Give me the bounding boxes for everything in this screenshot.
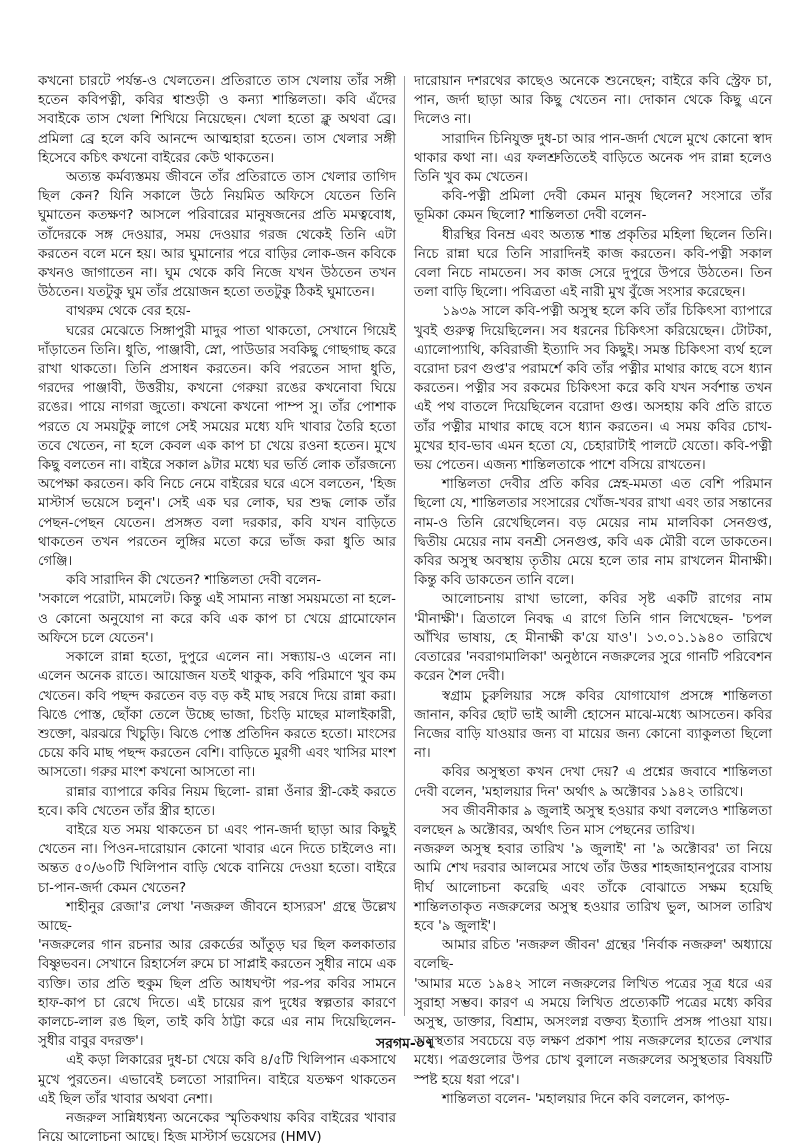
paragraph: বাথরুম থেকে বের হয়ে- xyxy=(66,304,191,320)
paragraph: সকালে রান্না হতো, দুপুরে এলেন না। সন্ধ্যায়-ও এলেন না। এলেন অনেক রাতে। আয়োজন যতই থাকুক, কবি পরিমাণে খুব কম খেতেন। কবি পছন্দ করতেন বড় বড় কই মাছ সরষে দিয়ে রান্না করা। ঝিঙে পোস্ত, ছোঁকা তেলে উচ্ছে ভাজা, চিংড়ি মাছের মালাইকারী, শুক্তো, ঝরঝরে খিচুড়ি। ঝিঙে পোস্ত প্রতিদিন করতে হতো। মাংসের চেয়ে কবি মাছ পছন্দ করতেন বেশি। বাড়িতে মুরগী এবং খাসির মাংশ আসতো। গরুর মাংশ কখনো আসতো না। xyxy=(38,650,396,781)
paragraph: শান্তিলতা বলেন- 'মহালয়ার দিনে কবি বললেন, কাপড়- xyxy=(442,1091,730,1107)
quote-paragraph: 'আমার মতে ১৯৪২ সালে নজরুলের লিখিত পত্রের সূত্র ধরে এর সুরাহা সম্ভব। কারণ এ সময়ে লিখিত প্রত্যেকটি পত্রের মধ্যে কবির অসুস্থ, ডাক্তার, বিশ্রাম, অসংলগ্ন বক্তব্য ইত্যাদি প্রসঙ্গ পাওয়া যায়। অসুস্থতার সবচেয়ে বড় লক্ষণ প্রকাশ পায় নজরুলের হাতের লেখার মধ্যে। পত্রগুলোর উপর চোখ বুলালে নজরুলের অসুস্থতার বিষয়টি স্পষ্ট হয়ে ধরা পরে'। xyxy=(414,976,772,1088)
paragraph: শাহীনুর রেজা'র লেখা 'নজরুল জীবনে হাস্যরস' গ্রন্থে উল্লেখ আছে- xyxy=(38,899,396,934)
paragraph: কবির অসুস্থতা কখন দেখা দেয়? এ প্রশ্নের জবাবে শান্তিলতা দেবী বলেন, 'মহালয়ার দিন' অর্থাৎ ৯ অক্টোবর ১৯৪২ তারিখে। xyxy=(414,765,772,800)
paragraph: স্বগ্রাম চুরুলিয়ার সঙ্গে কবির যোগাযোগ প্রসঙ্গে শান্তিলতা জানান, কবির ছোট ভাই আলী হোসেন মাঝে-মধ্যে আসতেন। কবির নিজের বাড়ি যাওয়ার জন্য বা মায়ের জন্য কোনো ব্যাকুলতা ছিলো না। xyxy=(414,688,772,762)
quote-paragraph: 'সকালে পরোটা, মামলেট। কিন্তু এই সামান্য নাস্তা সময়মতো না হলে-ও কোনো অনুযোগ না করে কবি এক কাপ চা খেয়ে গ্রামোফোন অফিসে চলে যেতেন'। xyxy=(38,592,396,646)
paragraph: অত্যন্ত কর্মব্যস্তময় জীবনে তাঁর প্রতিরাতে তাস খেলার তাগিদ ছিল কেন? যিনি সকালে উঠে নিয়মিত অফিসে যেতেন তিনি ঘুমাতেন কতক্ষণ? আসলে পরিবারের মানুষজনের প্রতি মমত্ববোধ, তাঁদেরকে সঙ্গ দেওয়ার, সময় দেওয়ার গরজ থেকেই তিনি এটা করতেন বলে মনে হয়। আর ঘুমানোর পরে বাড়ির লোক-জন কবিকে কখনও জাগাতেন না। ঘুম থেকে কবি নিজে যখন উঠতেন তখন উঠতেন। যতটুকু ঘুম তাঁর প্রয়োজন হতো ততটুকু ঠিকই ঘুমাতেন। xyxy=(38,170,396,301)
paragraph: কবি-পত্নী প্রমিলা দেবী কেমন মানুষ ছিলেন? সংসারে তাঁর ভূমিকা কেমন ছিলো? শান্তিলতা দেবী বলেন- xyxy=(414,189,772,224)
page-number-footer: সরগম-০৭ xyxy=(376,1036,434,1052)
paragraph: সারাদিন চিনিযুক্ত দুধ-চা আর পান-জর্দা খেলে মুখে কোনো স্বাদ থাকার কথা না। এর ফলশ্রুতিতেই বাড়িতে অনেক পদ রান্না হলেও তিনি খুব কম খেতেন। xyxy=(414,131,772,186)
column-divider xyxy=(404,76,405,1016)
paragraph: শান্তিলতা দেবীর প্রতি কবির স্নেহ-মমতা এত বেশি পরিমান ছিলো যে, শান্তিলতার সংসারের খোঁজ-খবর রাখা এবং তার সন্তানের নাম-ও তিনি রেখেছিলেন। বড় মেয়ের নাম মালবিকা সেনগুপ্ত, দ্বিতীয় মেয়ের নাম বনশ্রী সেনগুপ্ত, কবি এক মৌরী বলে ডাকতেন। কবির অসুস্থ অবস্থায় তৃতীয় মেয়ে হলে তার নাম রাখলেন মীনাক্ষী। কিন্তু কবি ডাকতেন তানি বলে। xyxy=(414,477,772,589)
left-column xyxy=(38,72,396,1146)
paragraph: ঘরের মেঝেতে সিঙ্গাপুরী মাদুর পাতা থাকতো, সেখানে গিয়েই দাঁড়াতেন তিনি। ধুতি, পাঞ্জাবী, স্নো, পাউডার সবকিছু গোছগাছ করে রাখা থাকতো। তিনি প্রসাধন করতেন। কবি পরতেন সাদা ধুতি, গরদের পাঞ্জাবী, উত্তরীয়, কখনো গেরুয়া রঙের কখনোবা ঘিয়ে রঙের। পায়ে নাগরা জুতো। কখনো কখনো পাম্প সু। তাঁর পোশাক পরতে যে সময়টুকু লাগে সেই সময়ের মধ্যে যদি খাবার তৈরি হতো তবে খেতেন, না হলে কেবল এক কাপ চা খেয়ে রওনা হতেন। মুখে কিছু বলতেন না। বাইরে সকাল ৯টার মধ্যে ঘর ভর্তি লোক তাঁরজন্যে অপেক্ষা করতেন। কবি নিচে নেমে বাইরের ঘরে এসে বলতেন, 'হিজ মাস্টার্স ভয়েসে চলুন'। সেই এক ঘর লোক, ঘর শুদ্ধ লোক তাঁর পেছন-পেছন যেতেন। প্রসঙ্গত বলা দরকার, কবি যখন বাড়িতে থাকতেন তখন পরতেন লুঙ্গির মতো করে ভাঁজ করা ধুতি আর গেঞ্জি। xyxy=(38,323,396,570)
paragraph: কখনো চারটে পর্যন্ত-ও খেলতেন। প্রতিরাতে তাস খেলায় তাঁর সঙ্গী হতেন কবিপত্নী, কবির শ্বাশুড়ী ও কন্যা শান্তিলতা। কবি এঁদের সবাইকে তাস খেলা শিখিয়ে নিয়েছেন। খেলা হতো ক্লু অথবা ব্রে। প্রমিলা ব্রে হলে কবি আনন্দে আত্মহারা হতেন। তাস খেলার সঙ্গী হিসেবে কচিৎ কখনো বাইরের কেউ থাকতেন। xyxy=(38,74,396,166)
paragraph: রান্নার ব্যাপারে কবির নিয়ম ছিলো- রান্না ওঁনার স্ত্রী-কেই করতে হবে। কবি খেতেন তাঁর স্ত্রীর হাতে। xyxy=(38,784,396,819)
quote-paragraph: 'নজরুলের গান রচনার আর রেকর্ডের আঁতুড় ঘর ছিল কলকাতার বিষ্ণুভবন। সেখানে রিহার্সেল রুমে চা সাপ্লাই করতেন সুধীর নামে এক ব্যক্তি। তার প্রতি হুকুম ছিল প্রতি আধঘণ্টা পর-পর কবির সামনে হাফ-কাপ চা রেখে দিতে। এই চায়ের রূপ দুধের স্বল্পতার কারণে কালচে-লাল রঙ ছিল, তাই কবি ঠাট্টা করে এর নাম দিয়েছিলেন- সুধীর বাবুর বদরক্ত'। xyxy=(38,938,396,1050)
paragraph: নজরুল সান্নিধ্যধন্য অনেকের স্মৃতিকথায় কবির বাইরের খাবার নিয়ে আলোচনা আছে। হিজ মাস্টার্স ভয়েসের (HMV) xyxy=(38,1110,396,1146)
paragraph: এই কড়া লিকারের দুধ-চা খেয়ে কবি ৪/৫টি খিলিপান একসাথে মুখে পুরতেন। এভাবেই চলতো সারাদিন। বাইরে যতক্ষণ থাকতেন এই ছিল তাঁর খাবার অথবা নেশা। xyxy=(38,1053,396,1107)
right-column xyxy=(414,72,772,1107)
paragraph: আমার রচিত 'নজরুল জীবন' গ্রন্থের 'নির্বাক নজরুল' অধ্যায়ে বলেছি- xyxy=(414,938,772,973)
paragraph: কবি সারাদিন কী খেতেন? শান্তিলতা দেবী বলেন- xyxy=(66,573,322,589)
paragraph: সব জীবনীকার ৯ জুলাই অসুস্থ হওয়ার কথা বললেও শান্তিলতা বলছেন ৯ অক্টোবর, অর্থাৎ তিন মাস পেছনের তারিখ। xyxy=(414,803,772,838)
paragraph: বাইরে যত সময় থাকতেন চা এবং পান-জর্দা ছাড়া আর কিছুই খেতেন না। পিওন-দারোয়ান কোনো খাবার এনে দিতে চাইলেও না। অন্তত ৫০/৬০টি খিলিপান বাড়ি থেকে বানিয়ে দেওয়া হতো। বাইরে চা-পান-জর্দা কেমন খেতেন? xyxy=(38,822,396,896)
paragraph: নজরুল অসুস্থ হবার তারিখ '৯ জুলাই' না '৯ অক্টোবর' তা নিয়ে আমি শেখ দরবার আলমের সাথে তাঁর উত্তর শাহজাহানপুরের বাসায় দীর্ঘ আলোচনা করেছি এবং তাঁকে বোঝাতে সক্ষম হয়েছি শান্তিলতাকৃত নজরুলের অসুস্থ হওয়ার তারিখ ভুল, আসল তারিখ হবে '৯ জুলাই'। xyxy=(414,842,772,934)
paragraph: ধীরস্থির বিনম্র এবং অত্যন্ত শান্ত প্রকৃতির মহিলা ছিলেন তিনি। নিচে রান্না ঘরে তিনি সারাদিনই কাজ করতেন। কবি-পত্নী সকাল বেলা নিচে নামতেন। সব কাজ সেরে দুপুরে উপরে উঠতেন। তিন তলা বাড়ি ছিলো। পবিত্রতা এই নারী মুখ বুঁজে সংসার করেছেন। xyxy=(414,227,772,301)
paragraph: দারোয়ান দশরথের কাছেও অনেকে শুনেছেন; বাইরে কবি স্ট্রেফ চা, পান, জর্দা ছাড়া আর কিছু খেতেন না। দোকান থেকে কিছু এনে দিলেও না। xyxy=(414,74,772,128)
paragraph: আলোচনায় রাখা ভালো, কবির সৃষ্ট একটি রাগের নাম 'মীনাক্ষী'। ত্রিতালে নিবদ্ধ এ রাগে তিনি গান লিখেছেন- 'চপল আঁখির ভাষায়, হে মীনাক্ষী ক'য়ে যাও'। ১৩.০১.১৯৪০ তারিখে বেতারের 'নবরাগমালিকা' অনুষ্ঠানে নজরুলের সুরে গানটি পরিবেশন করেন শৈল দেবী। xyxy=(414,592,772,685)
paragraph: ১৯৩৯ সালে কবি-পত্নী অসুস্থ হলে কবি তাঁর চিকিৎসা ব্যাপারে খুবই গুরুত্ব দিয়েছিলেন। সব ধরনের চিকিৎসা করিয়েছেন। টোটকা, এ্যালোপ্যাথি, কবিরাজী ইত্যাদি সব কিছুই। সমস্ত চিকিৎসা ব্যর্থ হলে বরোদা চরণ গুপ্ত'র পরামর্শে কবি তাঁর পত্নীর মাথার কাছে বসে ধ্যান করতেন। পত্নীর সব রকমের চিকিৎসা করে কবি যখন সর্বশান্ত তখন এই পথ বাতলে দিয়েছিলেন বরোদা গুপ্ত। অসহায় কবি প্রতি রাতে তাঁর পত্নীর মাথার কাছে বসে ধ্যান করতেন। এ সময় কবির চোখ-মুখের হাব-ভাব এমন হতো যে, চেহারাটাই পালটে যেতো। কবি-পত্নী ভয় পেতেন। এজন্য শান্তিলতাকে পাশে বসিয়ে রাখতেন। xyxy=(414,304,772,474)
